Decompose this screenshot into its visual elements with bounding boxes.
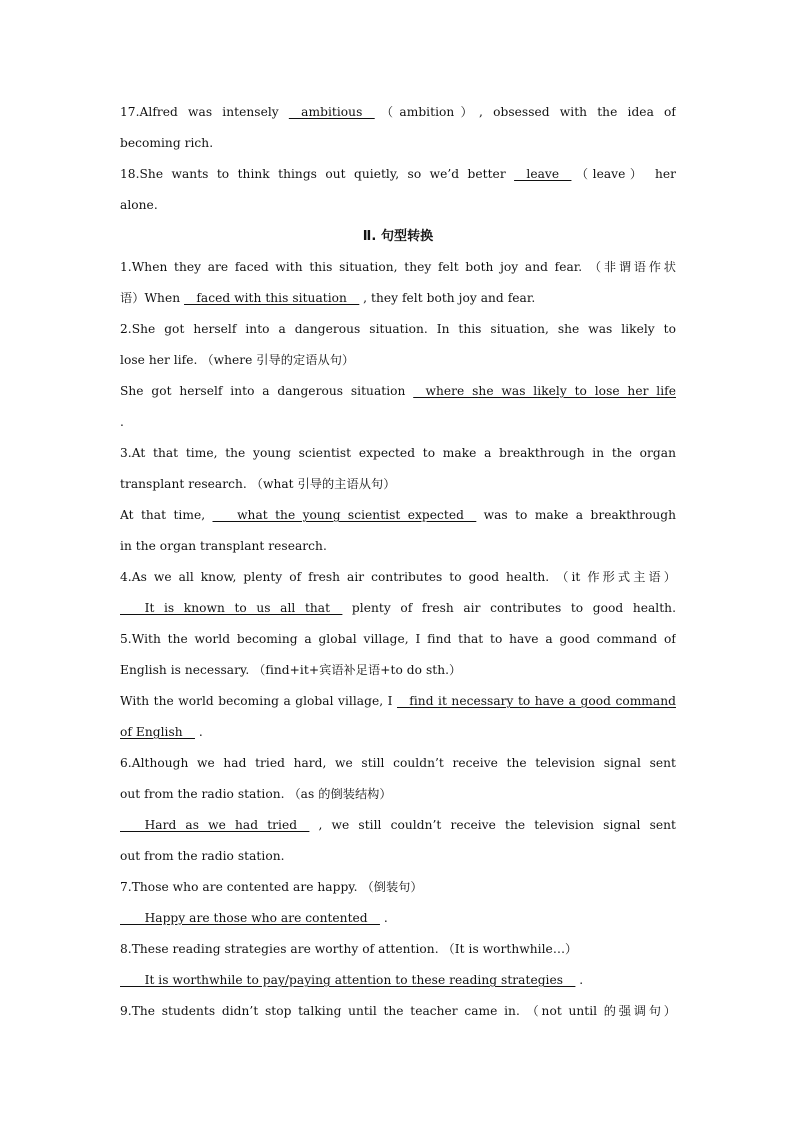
sentence-5-line-2: English is necessary. （find+it+宾语补足语+to do sth.） <box>120 663 462 677</box>
sentence-6-line-1: 6.Although we had tried hard, we still couldn’t receive the television signal sent <box>120 756 676 770</box>
sentence-5-line-3 <box>120 686 676 717</box>
question-17-line-1 <box>120 97 676 128</box>
sentence-7-line-2 <box>120 903 676 934</box>
sentence-3-line-2: transplant research. （what 引导的主语从句） <box>120 477 396 491</box>
sentence-1-answer: __faced with this situation__ <box>184 291 360 305</box>
sentence-2-line-1: 2.She got herself into a dangerous situation. In this situation, she was likely to <box>120 322 676 336</box>
sentence-6-line-2: out from the radio station. （as 的倒装结构） <box>120 787 392 801</box>
question-17-text: 17.Alfred was intensely <box>120 105 289 119</box>
sentence-7-suffix: . <box>379 911 388 925</box>
sentence-2-answer: __where she was likely to lose her life <box>413 384 676 398</box>
question-17-text-after: （ambition）, obsessed with the idea of <box>374 105 676 119</box>
question-18-text: 18.She wants to think things out quietly, so we’d better <box>120 167 515 181</box>
question-18-line-1 <box>120 159 676 190</box>
question-18-line-2: alone. <box>120 198 158 212</box>
sentence-8-answer: ____It is worthwhile to pay/paying attention to these reading strategies__ <box>120 973 576 987</box>
sentence-4-line-1: 4.As we all know, plenty of fresh air contributes to good health. （it 作形式主语） <box>120 570 676 584</box>
sentence-2-prefix: She got herself into a dangerous situation <box>120 384 414 398</box>
sentence-5-suffix: . <box>194 725 203 739</box>
sentence-4-answer: ____It is known to us all that__ <box>120 601 343 615</box>
sentence-2-line-4: . <box>120 415 124 429</box>
sentence-5-line-1: 5.With the world becoming a global village, I find that to have a good command of <box>120 632 676 646</box>
sentence-3-line-4: in the organ transplant research. <box>120 539 327 553</box>
sentence-4-suffix: plenty of fresh air contributes to good health. <box>342 601 676 615</box>
sentence-5-answer-part-1: __find it necessary to have a good command <box>397 694 676 708</box>
sentence-1-prefix: 语）When <box>120 291 185 305</box>
sentence-8-suffix: . <box>575 973 584 987</box>
question-17-line-2: becoming rich. <box>120 136 214 150</box>
sentence-8-line-1: 8.These reading strategies are worthy of attention. （It is worthwhile…） <box>120 942 578 956</box>
sentence-1-line-2 <box>120 283 676 314</box>
sentence-2-line-2: lose her life. （where 引导的定语从句） <box>120 353 355 367</box>
question-18-text-after: （leave） her <box>571 167 676 181</box>
sentence-5-prefix: With the world becoming a global village, I <box>120 694 398 708</box>
sentence-8-line-2 <box>120 965 676 996</box>
sentence-6-suffix: , we still couldn’t receive the television signal sent <box>309 818 676 832</box>
sentence-5-answer-part-2: of English__ <box>120 725 195 739</box>
question-18-answer: __leave__ <box>514 167 572 181</box>
sentence-2-line-3 <box>120 376 676 407</box>
sentence-9-line-1: 9.The students didn’t stop talking until the teacher came in. （not until 的强调句） <box>120 1004 676 1018</box>
sentence-7-line-1: 7.Those who are contented are happy. （倒装句） <box>120 880 423 894</box>
sentence-4-line-2 <box>120 593 676 624</box>
sentence-3-line-3 <box>120 500 676 531</box>
sentence-3-answer: ____what the young scientist expected__ <box>212 508 477 522</box>
sentence-5-line-4 <box>120 717 676 748</box>
question-17-answer: __ambitious__ <box>288 105 375 119</box>
sentence-1-suffix: , they felt both joy and fear. <box>359 291 536 305</box>
sentence-3-suffix: was to make a breakthrough <box>476 508 676 522</box>
section-title: Ⅱ. 句型转换 <box>362 229 434 244</box>
sentence-3-prefix: At that time, <box>120 508 213 522</box>
sentence-6-answer: ____Hard as we had tried__ <box>120 818 310 832</box>
sentence-7-answer: ____Happy are those who are contented__ <box>120 911 380 925</box>
sentence-6-line-4: out from the radio station. <box>120 849 285 863</box>
sentence-6-line-3 <box>120 810 676 841</box>
sentence-1-line-1: 1.When they are faced with this situation, they felt both joy and fear. （非谓语作状 <box>120 260 676 274</box>
exercise-content <box>120 97 676 1027</box>
sentence-3-line-1: 3.At that time, the young scientist expected to make a breakthrough in the organ <box>120 446 676 460</box>
